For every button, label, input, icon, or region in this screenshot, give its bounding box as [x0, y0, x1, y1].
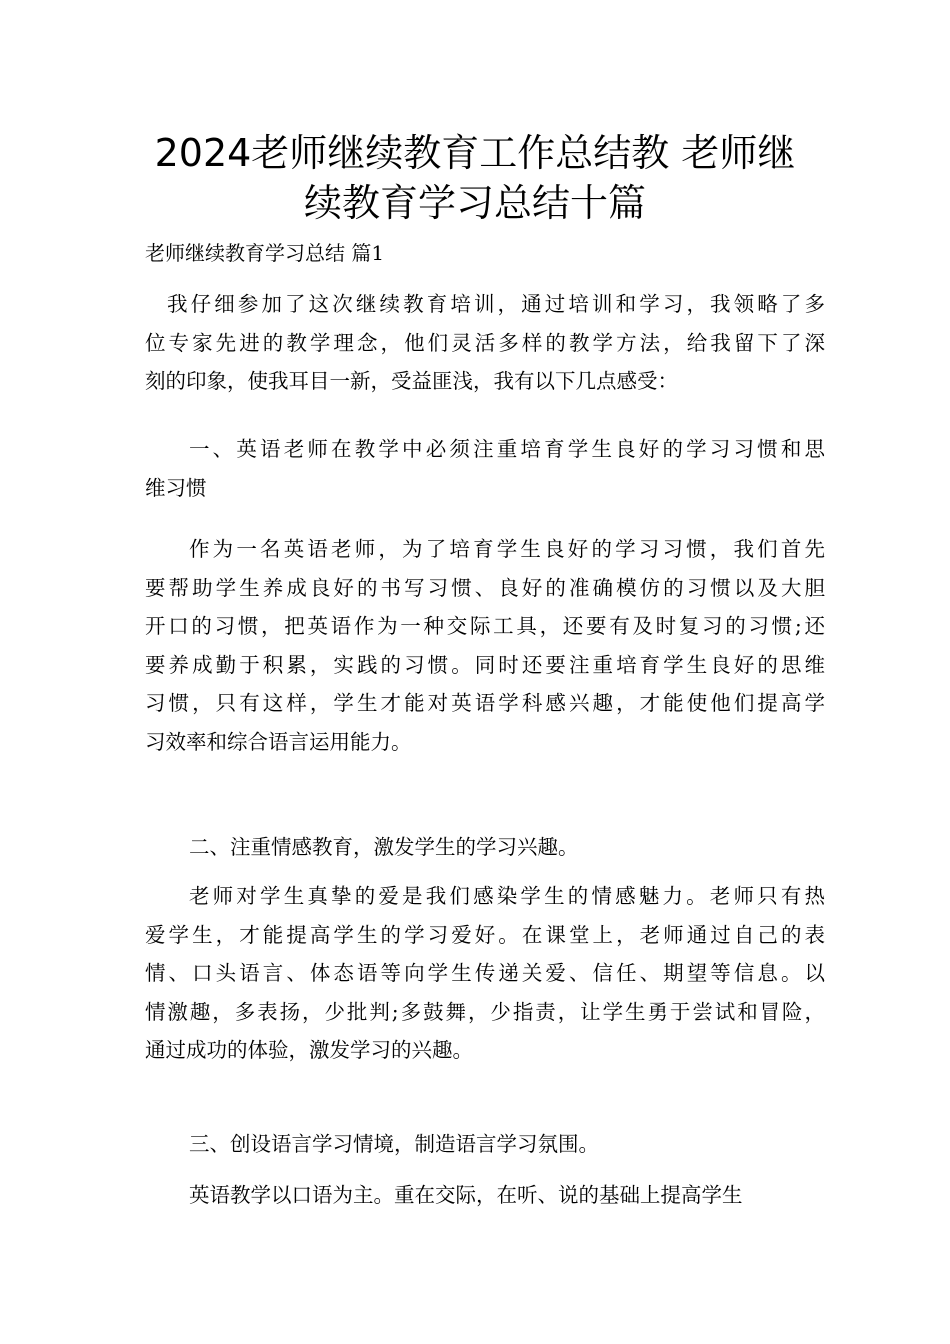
- text-line: 爱学生，才能提高学生的学习爱好。在课堂上，老师通过自己的表: [145, 922, 825, 947]
- document-title: [120, 128, 830, 228]
- text-line: 三、创设语言学习情境，制造语言学习氛围。: [189, 1132, 599, 1156]
- text-line: 维习惯: [145, 475, 207, 500]
- text-line: 情、口头语言、体态语等向学生传递关爱、信任、期望等信息。以: [145, 961, 825, 985]
- text-line: 要养成勤于积累，实践的习惯。同时还要注重培育学生良好的思维: [145, 652, 825, 677]
- paragraph-heading-three: [145, 1125, 825, 1164]
- text-line: 习效率和综合语言运用能力。: [145, 729, 412, 754]
- text-line: 习惯，只有这样，学生才能对英语学科感兴趣，才能使他们提高学: [145, 691, 825, 715]
- paragraph-oral: [145, 1176, 825, 1215]
- paragraph-intro: [145, 285, 825, 401]
- text-line: 作为一名英语老师，为了培育学生良好的学习习惯，我们首先: [189, 537, 825, 561]
- paragraph-heading-two: [145, 828, 825, 867]
- title-line: 2024老师继续教育工作总结教 老师继: [154, 131, 796, 175]
- paragraph-habits: [145, 530, 825, 761]
- text-line: 通过成功的体验，激发学习的兴趣。: [145, 1038, 473, 1062]
- title-line: 续教育学习总结十篇: [303, 181, 646, 225]
- text-line: 英语教学以口语为主。重在交际，在听、说的基础上提高学生: [189, 1183, 743, 1207]
- section-heading: 老师继续教育学习总结 篇1: [145, 241, 385, 265]
- paragraph-heading-one: [145, 430, 825, 507]
- text-line: 老师对学生真挚的爱是我们感染学生的情感魅力。老师只有热: [189, 884, 825, 908]
- text-line: 一、英语老师在教学中必须注重培育学生良好的学习习惯和思: [189, 437, 825, 461]
- text-line: 情激趣，多表扬，少批判;多鼓舞，少指责，让学生勇于尝试和冒险，: [145, 999, 825, 1024]
- text-line: 要帮助学生养成良好的书写习惯、良好的准确模仿的习惯以及大胆: [145, 575, 825, 600]
- text-line: 位专家先进的教学理念，他们灵活多样的教学方法，给我留下了深: [145, 330, 825, 355]
- text-line: 二、注重情感教育，激发学生的学习兴趣。: [189, 835, 579, 859]
- text-line: 我仔细参加了这次继续教育培训，通过培训和学习，我领略了多: [167, 292, 825, 316]
- paragraph-emotion: [145, 877, 825, 1070]
- text-line: 刻的印象，使我耳目一新，受益匪浅，我有以下几点感受：: [145, 369, 678, 393]
- text-line: 开口的习惯，把英语作为一种交际工具，还要有及时复习的习惯;还: [145, 614, 825, 638]
